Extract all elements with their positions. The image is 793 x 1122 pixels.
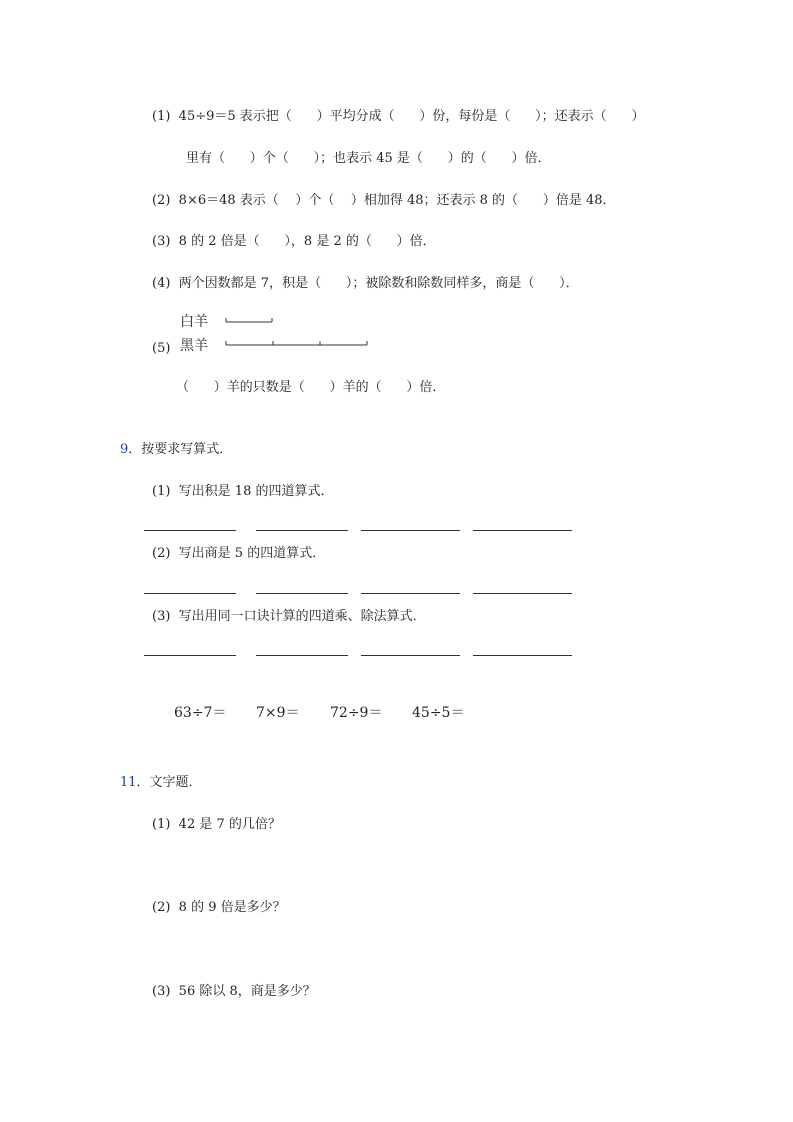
answer-line[interactable] [256, 655, 348, 656]
question-8-2: (2) 8×6＝48 表示（ ）个（ ）相加得 48；还表示 8 的（ ）倍是 48． [152, 193, 616, 208]
question-9-title: ．按要求写算式． [128, 442, 233, 457]
question-9-1: (1) 写出积是 18 的四道算式． [152, 484, 334, 499]
question-8-3: (3) 8 的 2 倍是（ ），8 是 2 的（ ）倍． [152, 234, 436, 249]
question-9-3: (3) 写出用同一口诀计算的四道乘、除法算式． [152, 609, 426, 624]
answer-line[interactable] [473, 593, 572, 594]
question-8-1-line-1: (1) 45÷9＝5 表示把（ ）平均分成（ ）份，每份是（ ）；还表示（ ） [152, 109, 645, 124]
question-11-3: (3) 56 除以 8，商是多少？ [152, 984, 316, 999]
equation-1: 63÷7＝ [174, 705, 227, 721]
question-9-number: 9 [120, 442, 129, 457]
question-11-1: (1) 42 是 7 的几倍？ [152, 817, 281, 832]
answer-line[interactable] [361, 530, 460, 531]
equation-3: 72÷9＝ [330, 705, 383, 721]
answer-line[interactable] [144, 530, 236, 531]
question-8-4: (4) 两个因数都是 7，积是（ ）；被除数和除数同样多，商是（ ）． [152, 276, 579, 291]
answer-line[interactable] [256, 530, 348, 531]
answer-line[interactable] [256, 593, 348, 594]
segment-diagram [224, 314, 374, 350]
question-11-title: ．文字题． [136, 775, 202, 790]
answer-line[interactable] [473, 655, 572, 656]
question-11-heading [120, 774, 202, 792]
question-8-5-text: （ ）羊的只数是（ ）羊的（ ）倍． [176, 380, 446, 395]
question-9-heading [120, 441, 232, 459]
equation-4: 45÷5＝ [412, 705, 465, 721]
answer-line[interactable] [361, 593, 460, 594]
answer-line[interactable] [144, 655, 236, 656]
question-8-1-line-2: 里有（ ）个（ ）；也表示 45 是（ ）的（ ）倍． [186, 151, 551, 166]
legend-black-sheep: 黑羊 [180, 338, 208, 354]
equation-2: 7×9＝ [256, 705, 300, 721]
question-8-5-label: (5) [152, 341, 171, 356]
answer-line[interactable] [361, 655, 460, 656]
answer-line[interactable] [144, 593, 236, 594]
answer-line[interactable] [473, 530, 572, 531]
question-9-2: (2) 写出商是 5 的四道算式． [152, 546, 326, 561]
legend-white-sheep: 白羊 [180, 314, 208, 330]
question-11-number: 11 [120, 775, 137, 790]
question-11-2: (2) 8 的 9 倍是多少？ [152, 900, 286, 915]
